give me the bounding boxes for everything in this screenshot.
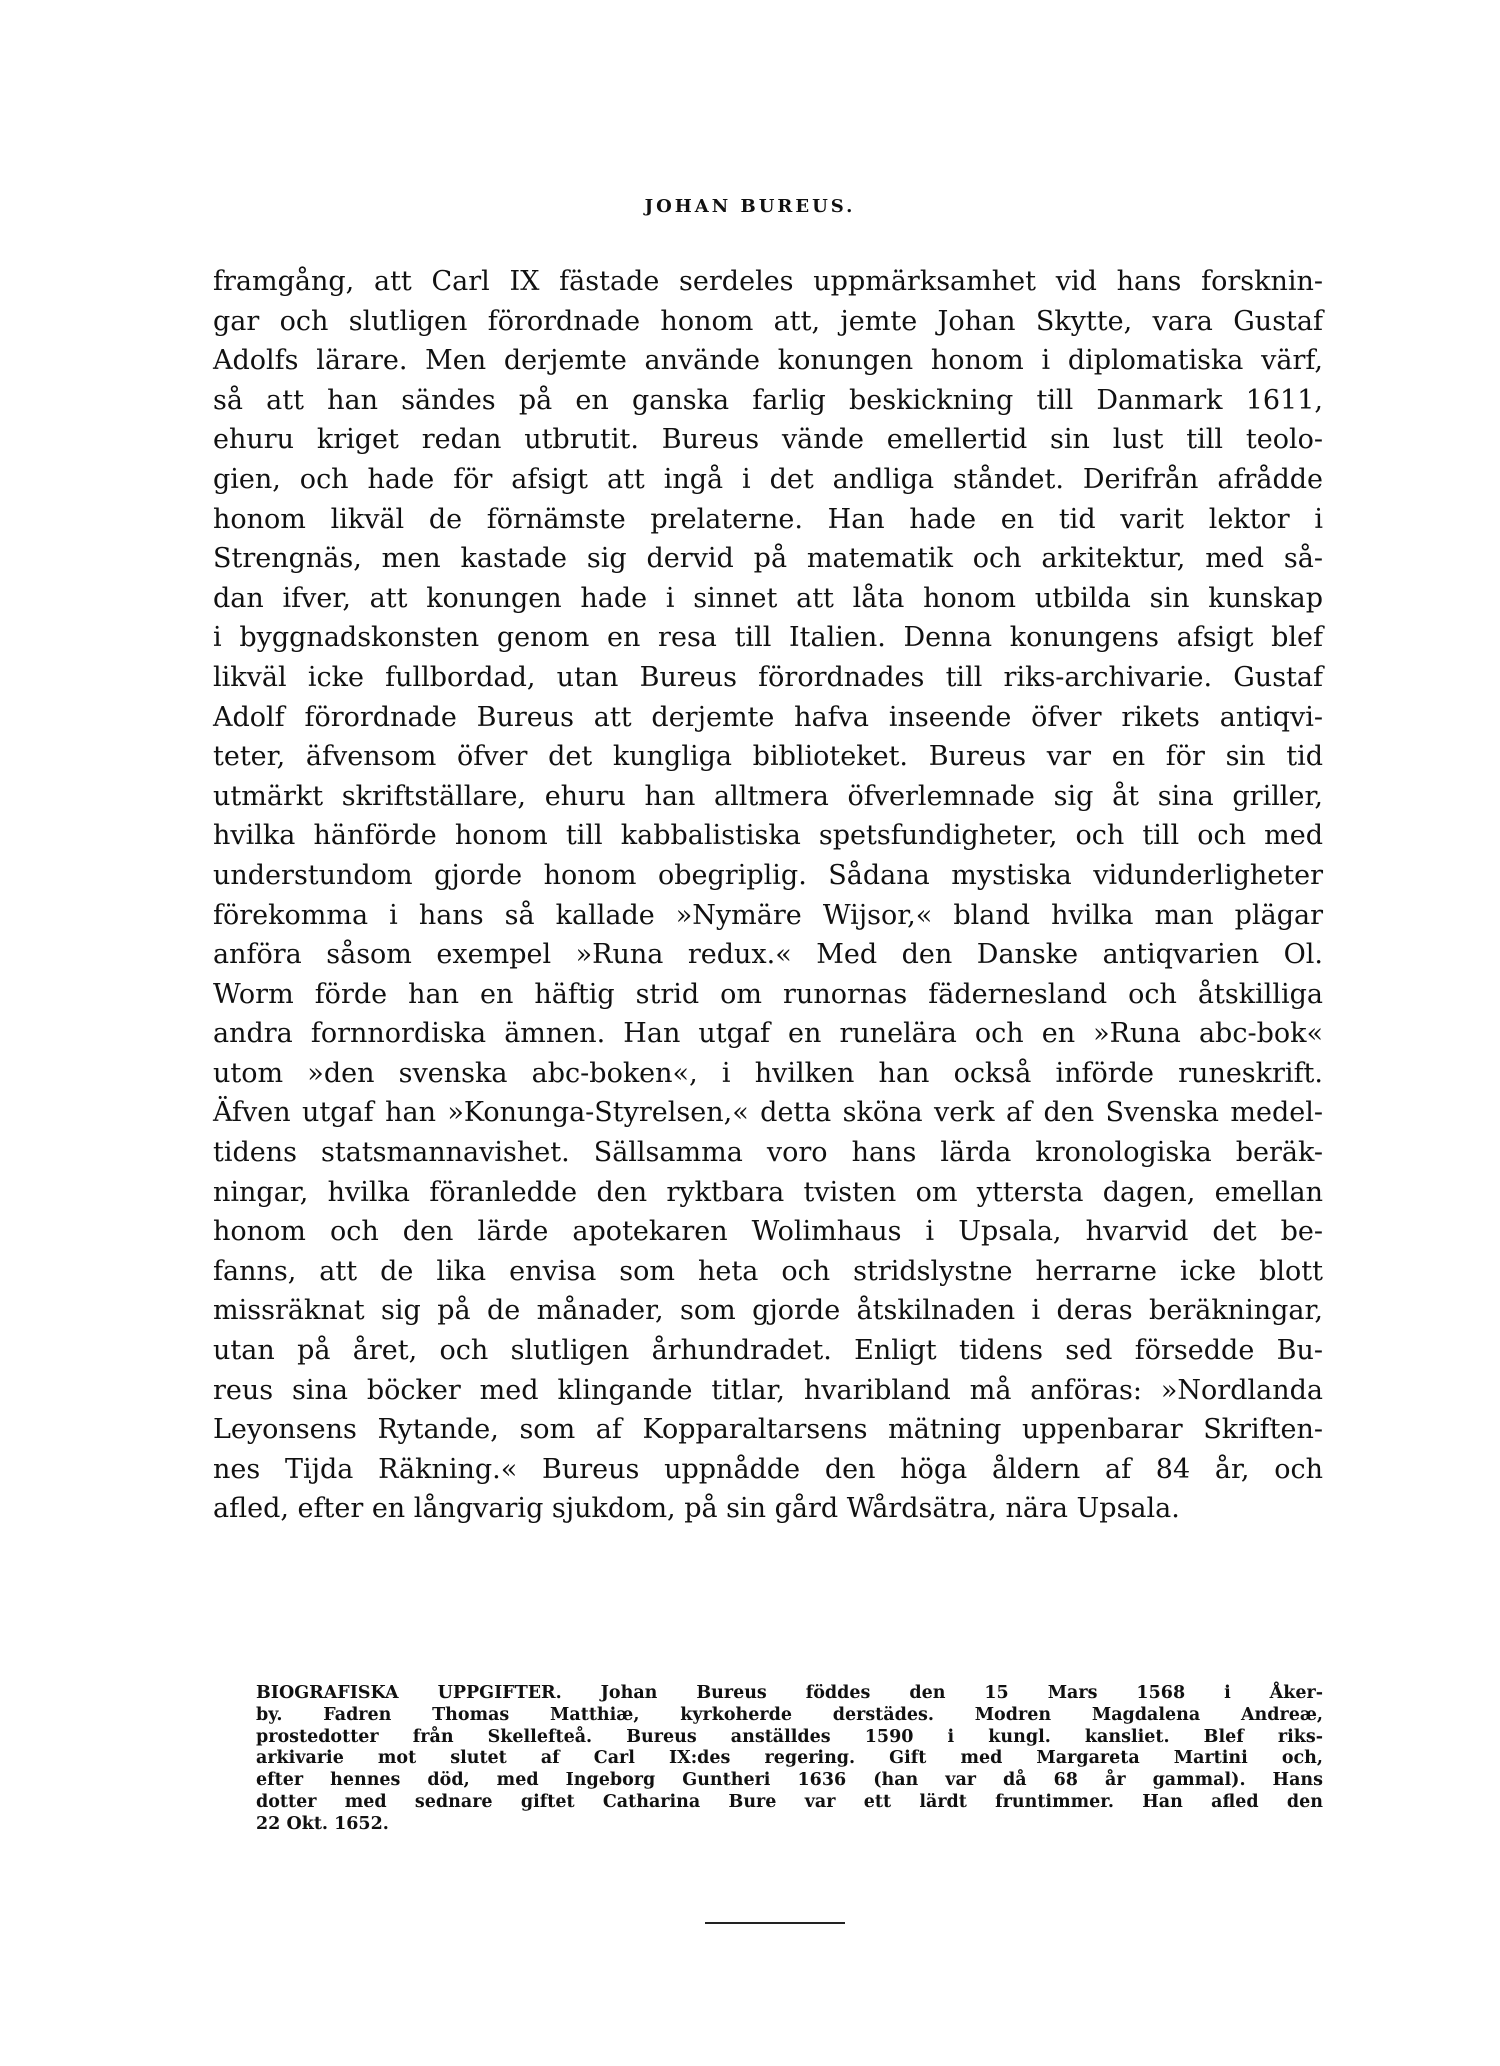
text-line: gar och slutligen förordnade honom att, jemte Johan Skytte, vara Gustaf <box>213 305 1323 337</box>
text-line: förekomma i hans så kallade »Nymäre Wijsor,« bland hvilka man plägar <box>213 899 1323 931</box>
running-head: JOHAN BUREUS. <box>644 196 856 217</box>
text-line: gien, och hade för afsigt att ingå i det andliga ståndet. Derifrån afrådde <box>213 463 1323 495</box>
text-line: så att han sändes på en ganska farlig beskickning till Danmark 1611, <box>213 384 1323 416</box>
closing-rule <box>705 1922 845 1924</box>
text-line: andra fornnordiska ämnen. Han utgaf en runelära och en »Runa abc-bok« <box>213 1018 1323 1050</box>
text-line: framgång, att Carl IX fästade serdeles uppmärksamhet vid hans forsknin- <box>213 266 1323 297</box>
text-line: afled, efter en långvarig sjukdom, på sin gård Wårdsätra, nära Upsala. <box>213 1493 1180 1525</box>
text-line: Leyonsens Rytande, som af Kopparaltarsens mätning uppenbarar Skriften- <box>213 1414 1323 1446</box>
note-line: by. Fadren Thomas Matthiæ, kyrkoherde derstädes. Modren Magdalena Andreæ, <box>256 1704 1323 1725</box>
note-line: efter hennes död, med Ingeborg Guntheri 1636 (han var då 68 år gammal). Hans <box>256 1770 1323 1791</box>
note-line: BIOGRAFISKA UPPGIFTER. Johan Bureus föddes den 15 Mars 1568 i Åker- <box>256 1683 1323 1703</box>
note-line: dotter med sednare giftet Catharina Bure var ett lärdt fruntimmer. Han afled den <box>256 1791 1323 1812</box>
text-line: Adolfs lärare. Men derjemte använde konungen honom i diplomatiska värf, <box>213 345 1323 377</box>
text-line: tidens statsmannavishet. Sällsamma voro hans lärda kronologiska beräk- <box>213 1137 1323 1169</box>
text-line: Worm förde han en häftig strid om runornas fädernesland och åtskilliga <box>213 978 1323 1010</box>
text-line: fanns, att de lika envisa som heta och stridslystne herrarne icke blott <box>213 1255 1323 1287</box>
text-line: reus sina böcker med klingande titlar, hvaribland må anföras: »Nordlanda <box>213 1374 1323 1406</box>
text-line: Äfven utgaf han »Konunga-Styrelsen,« detta sköna verk af den Svenska medel- <box>213 1097 1323 1129</box>
body-text <box>213 262 1323 1529</box>
note-line: prostedotter från Skellefteå. Bureus anställdes 1590 i kungl. kansliet. Blef riks- <box>256 1726 1323 1747</box>
text-line: i byggnadskonsten genom en resa till Italien. Denna konungens afsigt blef <box>213 622 1323 654</box>
text-line: utan på året, och slutligen århundradet. Enligt tidens sed försedde Bu- <box>213 1335 1323 1367</box>
text-line: teter, äfvensom öfver det kungliga biblioteket. Bureus var en för sin tid <box>213 741 1323 773</box>
text-line: anföra såsom exempel »Runa redux.« Med den Danske antiqvarien Ol. <box>213 939 1323 971</box>
text-line: understundom gjorde honom obegriplig. Sådana mystiska vidunderligheter <box>213 859 1323 891</box>
text-line: honom och den lärde apotekaren Wolimhaus i Upsala, hvarvid det be- <box>213 1216 1323 1248</box>
note-line: 22 Okt. 1652. <box>256 1813 389 1834</box>
text-line: hvilka hänförde honom till kabbalistiska spetsfundigheter, och till och med <box>213 820 1323 852</box>
note-line: arkivarie mot slutet af Carl IX:des regering. Gift med Margareta Martini och, <box>256 1748 1323 1769</box>
text-line: ningar, hvilka föranledde den ryktbara tvisten om yttersta dagen, emellan <box>213 1176 1323 1208</box>
text-line: Strengnäs, men kastade sig dervid på matematik och arkitektur, med så- <box>213 543 1323 575</box>
text-line: missräknat sig på de månader, som gjorde åtskilnaden i deras beräkningar, <box>213 1295 1323 1327</box>
text-line: honom likväl de förnämste prelaterne. Han hade en tid varit lektor i <box>213 503 1323 535</box>
text-line: dan ifver, att konungen hade i sinnet att låta honom utbilda sin kunskap <box>213 582 1323 614</box>
text-line: ehuru kriget redan utbrutit. Bureus vände emellertid sin lust till teolo- <box>213 424 1323 456</box>
biographical-note <box>256 1683 1323 1836</box>
text-line: likväl icke fullbordad, utan Bureus förordnades till riks-archivarie. Gustaf <box>213 661 1323 693</box>
text-line: utom »den svenska abc-boken«, i hvilken han också införde runeskrift. <box>213 1057 1323 1089</box>
text-line: nes Tijda Räkning.« Bureus uppnådde den höga åldern af 84 år, och <box>213 1453 1323 1485</box>
text-line: Adolf förordnade Bureus att derjemte hafva inseende öfver rikets antiqvi- <box>213 701 1323 733</box>
text-line: utmärkt skriftställare, ehuru han alltmera öfverlemnade sig åt sina griller, <box>213 780 1323 812</box>
